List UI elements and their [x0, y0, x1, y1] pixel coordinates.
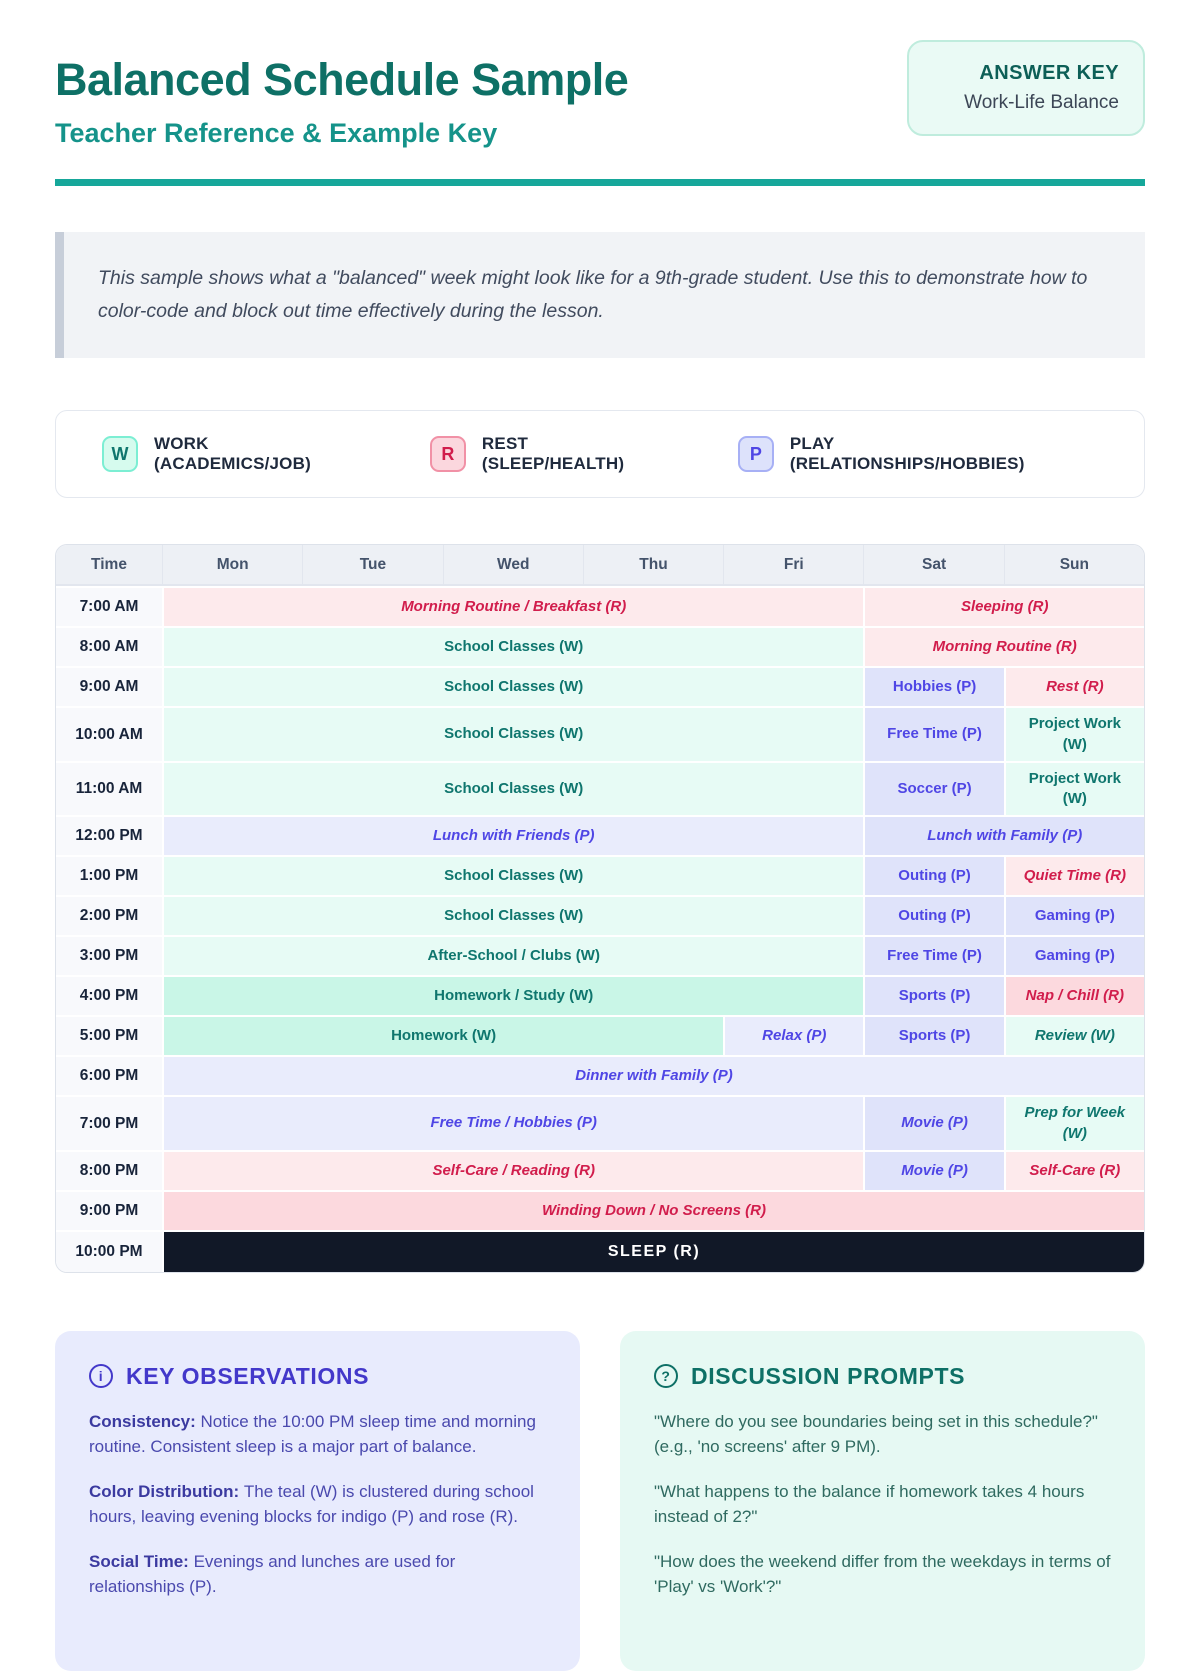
schedule-row: [56, 626, 1144, 666]
schedule-row: [56, 1015, 1144, 1055]
answer-key-sublabel: Work-Life Balance: [964, 92, 1119, 113]
legend-item-p: [738, 434, 1028, 474]
discussion-prompts-body: [654, 1409, 1111, 1600]
column-header-thu: Thu: [583, 545, 723, 586]
column-header-tue: Tue: [302, 545, 442, 586]
time-label: 12:00 PM: [56, 815, 162, 855]
schedule-header: [56, 545, 1144, 586]
time-label: 8:00 AM: [56, 626, 162, 666]
question-circle-icon: ?: [654, 1364, 678, 1388]
schedule-cell: Free Time / Hobbies (P): [162, 1095, 863, 1150]
schedule-cell: Hobbies (P): [863, 666, 1003, 706]
prompt-item: "How does the weekend differ from the weekdays in terms of 'Play' vs 'Work'?": [654, 1551, 1111, 1597]
schedule-cell: Homework / Study (W): [162, 975, 863, 1015]
time-label: 7:00 PM: [56, 1095, 162, 1150]
schedule-row: [56, 1055, 1144, 1095]
schedule-cell: School Classes (W): [162, 706, 863, 761]
schedule-cell: Outing (P): [863, 855, 1003, 895]
intro-note: This sample shows what a "balanced" week might look like for a 9th-grade student. Use this to demonstrate how to color-code and block out time effectively during the lesson.: [55, 232, 1145, 358]
page-title: Balanced Schedule Sample: [55, 54, 629, 105]
column-header-mon: Mon: [162, 545, 302, 586]
schedule-cell: Nap / Chill (R): [1004, 975, 1144, 1015]
schedule-table: [56, 545, 1144, 1272]
schedule-row: [56, 761, 1144, 816]
schedule-cell: School Classes (W): [162, 855, 863, 895]
schedule-cell: Outing (P): [863, 895, 1003, 935]
schedule-cell: School Classes (W): [162, 626, 863, 666]
column-header-sat: Sat: [863, 545, 1003, 586]
schedule-cell: Project Work (W): [1004, 706, 1144, 761]
time-label: 9:00 AM: [56, 666, 162, 706]
time-label: 5:00 PM: [56, 1015, 162, 1055]
schedule-row: [56, 895, 1144, 935]
schedule-cell: Soccer (P): [863, 761, 1003, 816]
schedule-cell: Project Work (W): [1004, 761, 1144, 816]
time-label: 10:00 AM: [56, 706, 162, 761]
prompt-item: "What happens to the balance if homework takes 4 hours instead of 2?": [654, 1481, 1085, 1527]
answer-key-label: ANSWER KEY: [979, 62, 1119, 84]
key-observations-title-row: [89, 1363, 546, 1390]
column-header-time: Time: [56, 545, 162, 586]
legend-item-w: [102, 434, 334, 474]
legend-label: REST (SLEEP/HEALTH): [481, 434, 625, 474]
teal-divider: [55, 179, 1145, 186]
schedule-cell: Free Time (P): [863, 706, 1003, 761]
time-label: 3:00 PM: [56, 935, 162, 975]
column-header-wed: Wed: [443, 545, 583, 586]
header: [55, 38, 1145, 149]
r-letter-badge: R: [430, 436, 466, 472]
column-header-sun: Sun: [1004, 545, 1144, 586]
schedule-cell: Winding Down / No Screens (R): [162, 1190, 1144, 1230]
schedule-cell: Rest (R): [1004, 666, 1144, 706]
observation-item: Social Time: Evenings and lunches are used for relationships (P).: [89, 1551, 456, 1597]
schedule-row: [56, 666, 1144, 706]
schedule-cell: Lunch with Friends (P): [162, 815, 863, 855]
schedule-cell: Sports (P): [863, 975, 1003, 1015]
legend-label: WORK (ACADEMICS/JOB): [154, 434, 311, 474]
time-label: 9:00 PM: [56, 1190, 162, 1230]
schedule-cell: Gaming (P): [1004, 895, 1144, 935]
schedule-row: [56, 935, 1144, 975]
observation-item: Consistency: Notice the 10:00 PM sleep time and morning routine. Consistent sleep is a major part of balance.: [89, 1411, 536, 1457]
schedule-row: [56, 975, 1144, 1015]
time-label: 1:00 PM: [56, 855, 162, 895]
info-circle-icon: i: [89, 1364, 113, 1388]
schedule-cell: Sleeping (R): [863, 586, 1144, 626]
schedule-cell: Movie (P): [863, 1095, 1003, 1150]
discussion-prompts-title: DISCUSSION PROMPTS: [691, 1362, 966, 1389]
observation-item: Color Distribution: The teal (W) is clustered during school hours, leaving evening blocks for indigo (P) and rose (R).: [89, 1481, 534, 1527]
key-observations-title: KEY OBSERVATIONS: [126, 1362, 370, 1389]
schedule-cell: SLEEP (R): [162, 1230, 1144, 1272]
schedule-cell: Lunch with Family (P): [863, 815, 1144, 855]
schedule-row: [56, 815, 1144, 855]
legend-item-r: [430, 434, 642, 474]
schedule-cell: Free Time (P): [863, 935, 1003, 975]
schedule-table-container: [55, 544, 1145, 1273]
schedule-row: [56, 855, 1144, 895]
time-label: 7:00 AM: [56, 586, 162, 626]
legend: [55, 410, 1145, 498]
schedule-cell: Morning Routine / Breakfast (R): [162, 586, 863, 626]
schedule-row: [56, 586, 1144, 626]
p-letter-badge: P: [738, 436, 774, 472]
time-label: 2:00 PM: [56, 895, 162, 935]
time-label: 11:00 AM: [56, 761, 162, 816]
schedule-cell: Self-Care / Reading (R): [162, 1150, 863, 1190]
column-header-fri: Fri: [723, 545, 863, 586]
w-letter-badge: W: [102, 436, 138, 472]
schedule-cell: School Classes (W): [162, 666, 863, 706]
page-subtitle: Teacher Reference & Example Key: [55, 118, 498, 148]
time-label: 10:00 PM: [56, 1230, 162, 1272]
time-label: 8:00 PM: [56, 1150, 162, 1190]
schedule-row: [56, 1190, 1144, 1230]
schedule-cell: Self-Care (R): [1004, 1150, 1144, 1190]
schedule-cell: School Classes (W): [162, 761, 863, 816]
key-observations-card: [55, 1331, 580, 1671]
discussion-prompts-card: [620, 1331, 1145, 1671]
time-label: 4:00 PM: [56, 975, 162, 1015]
schedule-cell: School Classes (W): [162, 895, 863, 935]
time-label: 6:00 PM: [56, 1055, 162, 1095]
schedule-cell: Morning Routine (R): [863, 626, 1144, 666]
schedule-cell: Gaming (P): [1004, 935, 1144, 975]
schedule-cell: Homework (W): [162, 1015, 723, 1055]
key-observations-body: [89, 1409, 546, 1600]
schedule-row: [56, 1230, 1144, 1272]
schedule-cell: Quiet Time (R): [1004, 855, 1144, 895]
prompt-item: "Where do you see boundaries being set in this schedule?" (e.g., 'no screens' after 9 PM).: [654, 1411, 1098, 1457]
schedule-cell: Movie (P): [863, 1150, 1003, 1190]
header-titles: [55, 38, 628, 149]
schedule-cell: Relax (P): [723, 1015, 863, 1055]
schedule-cell: Dinner with Family (P): [162, 1055, 1144, 1095]
schedule-row: [56, 1095, 1144, 1150]
legend-label: PLAY (RELATIONSHIPS/HOBBIES): [789, 434, 1025, 474]
schedule-row: [56, 706, 1144, 761]
schedule-row: [56, 1150, 1144, 1190]
schedule-cell: Review (W): [1004, 1015, 1144, 1055]
answer-key-badge: [907, 40, 1145, 136]
schedule-cell: Prep for Week (W): [1004, 1095, 1144, 1150]
bottom-cards: [55, 1331, 1145, 1671]
schedule-cell: Sports (P): [863, 1015, 1003, 1055]
schedule-cell: After-School / Clubs (W): [162, 935, 863, 975]
discussion-prompts-title-row: [654, 1363, 1111, 1390]
